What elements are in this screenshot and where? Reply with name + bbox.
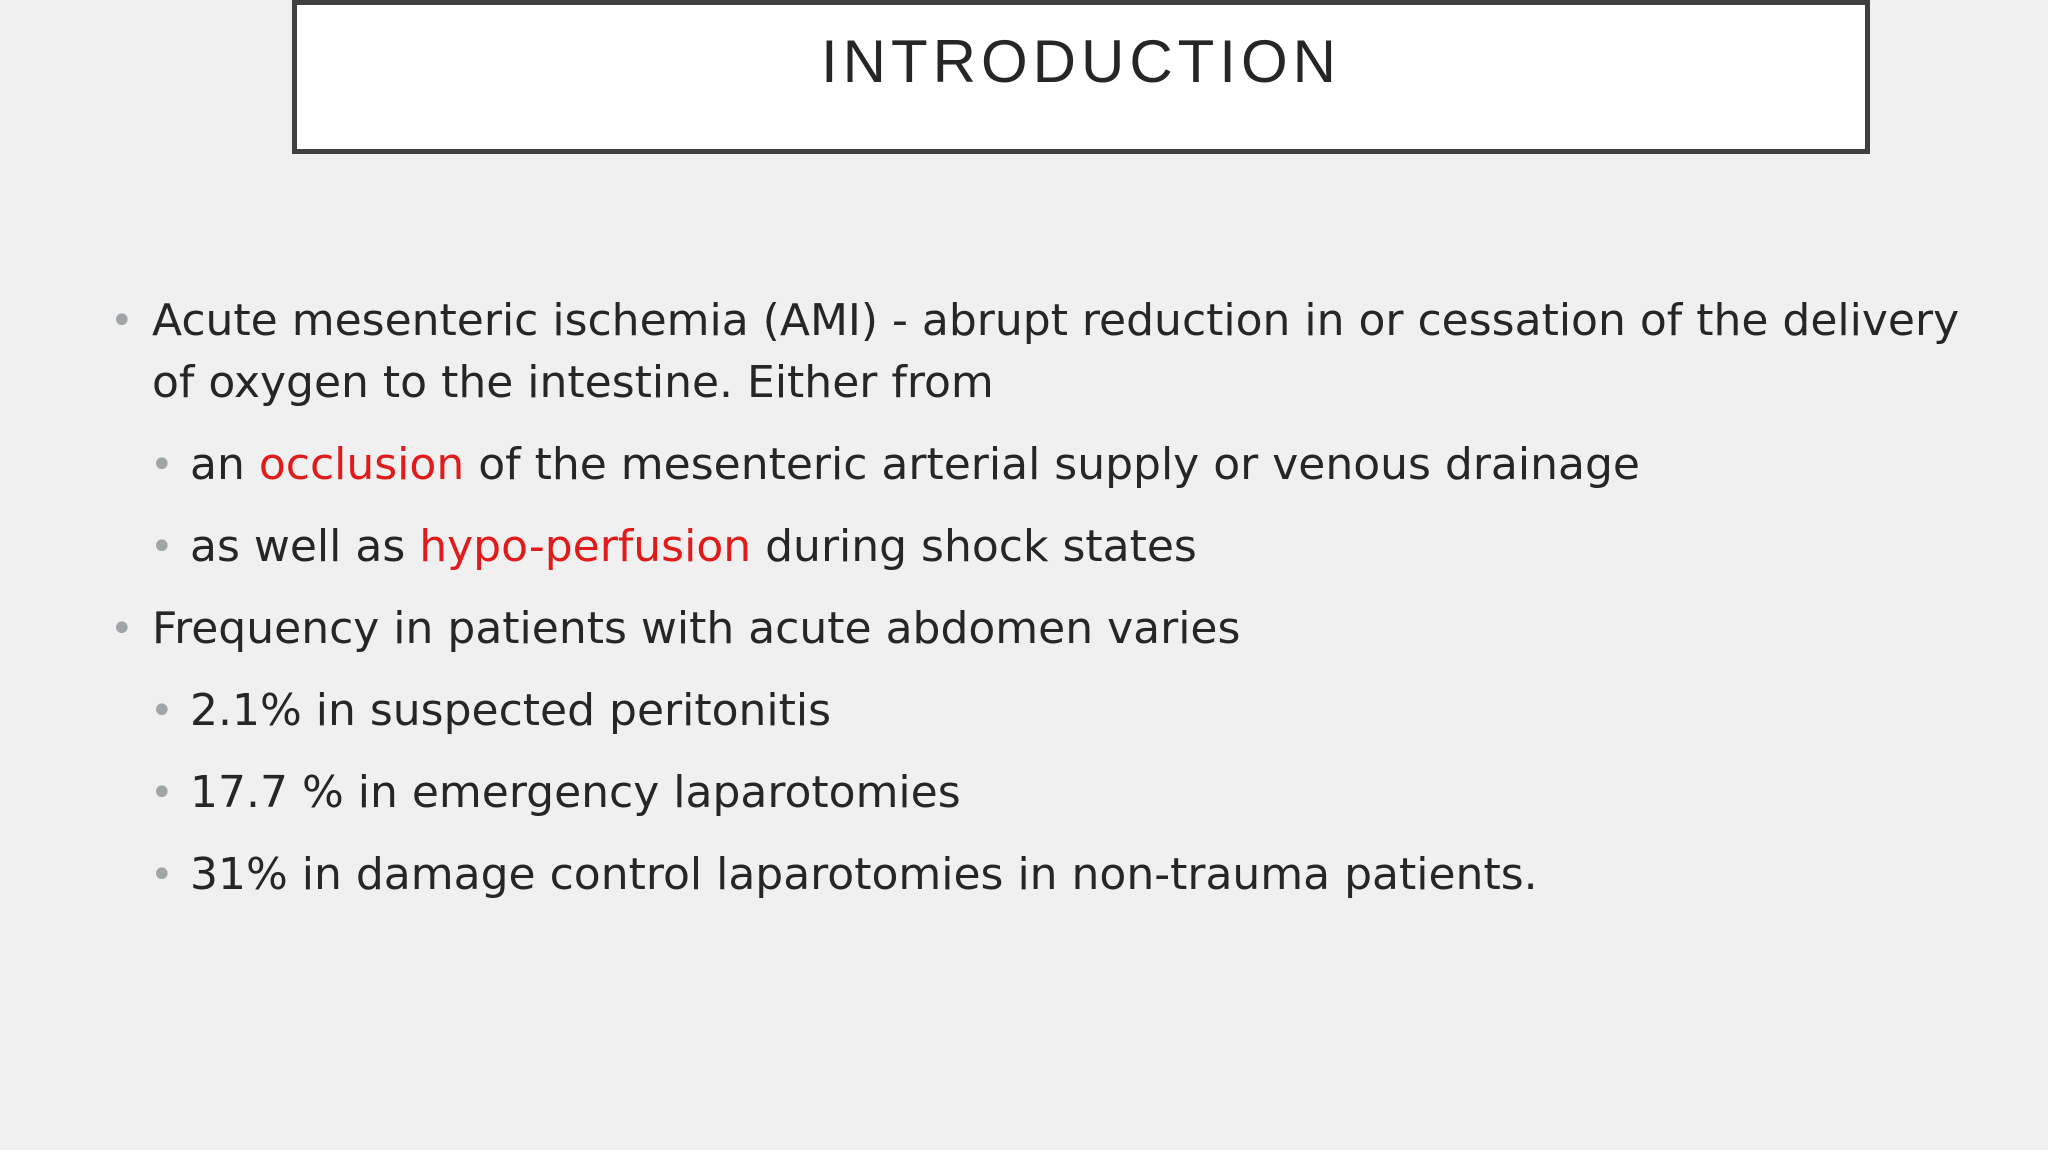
bullet-item-damage-control xyxy=(110,844,1890,906)
bullet-list xyxy=(110,290,1960,926)
bullet-item-peritonitis xyxy=(110,680,1890,742)
bullet-item-occlusion xyxy=(110,434,1890,496)
bullet-icon: • xyxy=(150,688,174,734)
bullet-text-suffix: during shock states xyxy=(751,521,1197,572)
bullet-item-ami-definition xyxy=(110,290,1972,414)
bullet-icon: • xyxy=(150,524,174,570)
bullet-icon: • xyxy=(150,770,174,816)
bullet-item-frequency xyxy=(110,598,1972,660)
bullet-text: 17.7 % in emergency laparotomies xyxy=(190,767,961,818)
bullet-text: Frequency in patients with acute abdomen varies xyxy=(152,603,1241,654)
slide-title: INTRODUCTION xyxy=(821,28,1341,95)
bullet-text: 2.1% in suspected peritonitis xyxy=(190,685,832,736)
bullet-text-prefix: as well as xyxy=(190,521,420,572)
bullet-icon: • xyxy=(110,606,134,652)
title-box xyxy=(292,0,1870,154)
bullet-text-suffix: of the mesenteric arterial supply or venous drainage xyxy=(464,439,1640,490)
bullet-text: 31% in damage control laparotomies in non-trauma patients. xyxy=(190,849,1538,900)
bullet-item-emergency-laparotomies xyxy=(110,762,1890,824)
bullet-text: Acute mesenteric ischemia (AMI) - abrupt reduction in or cessation of the delivery of oxygen to the intestine. Either from xyxy=(152,295,1960,408)
highlight-term-hypo-perfusion: hypo-perfusion xyxy=(419,521,752,572)
bullet-item-hypoperfusion xyxy=(110,516,1890,578)
bullet-icon: • xyxy=(150,442,174,488)
highlight-term-occlusion: occlusion xyxy=(258,439,465,490)
bullet-icon: • xyxy=(150,852,174,898)
bullet-icon: • xyxy=(110,298,134,344)
bullet-text-prefix: an xyxy=(190,439,259,490)
